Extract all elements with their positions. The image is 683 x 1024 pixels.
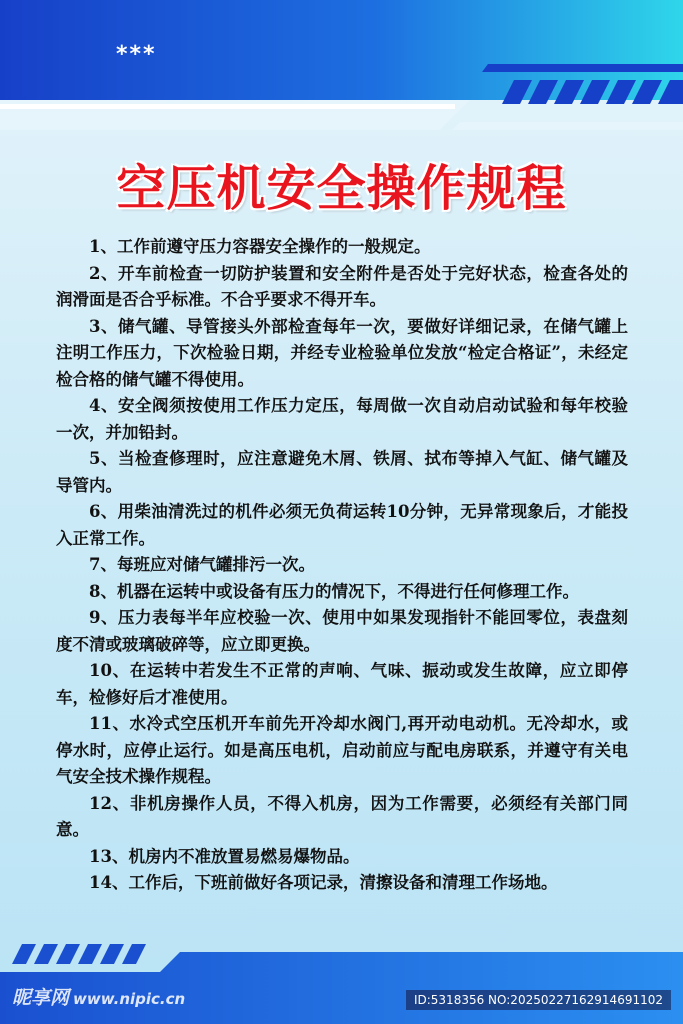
footer-band — [0, 944, 683, 1024]
rule-item: 9、压力表每半年应校验一次、使用中如果发现指针不能回零位，表盘刻度不清或玻璃破碎等，应立即更换。 — [56, 608, 628, 654]
watermark-site: www.nipic.cn — [73, 990, 186, 1008]
rule-item: 2、开车前检查一切防护装置和安全附件是否处于完好状态，检查各处的润滑面是否合乎标准。不合乎要求不得开车。 — [56, 263, 628, 309]
rule-item: 6、用柴油清洗过的机件必须无负荷运转10分钟，无异常现象后，才能投入正常工作。 — [56, 502, 628, 548]
rule-item: 10、在运转中若发生不正常的声响、气味、振动或发生故障，应立即停车，检修好后才准使用。 — [56, 661, 628, 707]
rule-item: 4、安全阀须按使用工作压力定压，每周做一次自动启动试验和每年校验一次，并加铅封。 — [56, 396, 628, 442]
image-id-label: ID:5318356 NO:20250227162914691102 — [406, 990, 671, 1010]
rule-item: 12、非机房操作人员，不得入机房，因为工作需要，必须经有关部门同意。 — [56, 793, 628, 839]
watermark-logo: 昵享网 — [12, 987, 70, 1009]
rule-item: 11、水冷式空压机开车前先开冷却水阀门,再开动电动机。无冷却水，或停水时，应停止运行。如是高压电机，启动前应与配电房联系，并遵守有关电气安全技术操作规程。 — [56, 714, 628, 786]
rule-item: 13、机房内不准放置易燃易爆物品。 — [89, 846, 360, 866]
header-stars: *** — [116, 42, 157, 67]
rule-item: 1、工作前遵守压力容器安全操作的一般规定。 — [89, 237, 431, 256]
watermark — [12, 983, 185, 1010]
rule-item: 3、储气罐、导管接头外部检查每年一次，要做好详细记录，在储气罐上注明工作压力，下次检验日期，并经专业检验单位发放“检定合格证”，未经定检合格的储气罐不得使用。 — [56, 316, 628, 389]
rule-item: 5、当检查修理时，应注意避免木屑、铁屑、拭布等掉入气缸、储气罐及导管内。 — [56, 449, 628, 495]
rule-item: 14、工作后，下班前做好各项记录，清擦设备和清理工作场地。 — [89, 873, 558, 892]
header-banner-graphic — [0, 0, 683, 130]
rules-list — [56, 234, 628, 897]
rule-item: 8、机器在运转中或设备有压力的情况下，不得进行任何修理工作。 — [89, 581, 579, 601]
page-title: 空压机安全操作规程 — [116, 160, 567, 217]
rule-item: 7、每班应对储气罐排污一次。 — [89, 555, 315, 574]
header-banner — [0, 0, 683, 130]
